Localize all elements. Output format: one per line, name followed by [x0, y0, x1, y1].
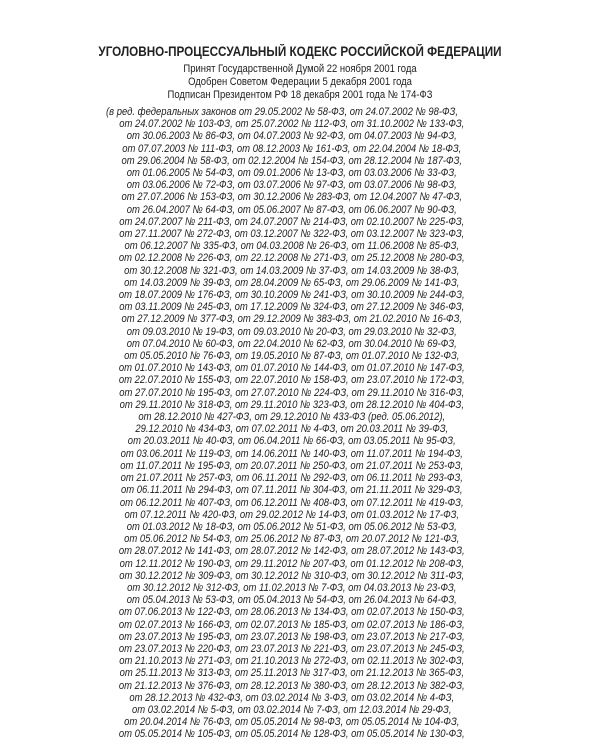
- document-title: УГОЛОВНО-ПРОЦЕССУАЛЬНЫЙ КОДЕКС РОССИЙСКОЙ ФЕДЕРАЦИИ: [98, 44, 502, 59]
- amendment-line: от 29.06.2004 № 58-ФЗ, от 02.12.2004 № 154-ФЗ, от 28.12.2004 № 187-ФЗ,: [121, 154, 463, 167]
- amendment-line: от 21.12.2013 № 376-ФЗ, от 28.12.2013 № 380-ФЗ, от 28.12.2013 № 382-ФЗ,: [118, 679, 465, 692]
- amendment-line: от 25.11.2013 № 313-ФЗ, от 25.11.2013 № 317-ФЗ, от 21.12.2013 № 365-ФЗ,: [119, 667, 464, 680]
- amendment-line: от 30.12.2012 № 309-ФЗ, от 30.12.2012 № 310-ФЗ, от 30.12.2012 № 311-ФЗ,: [119, 569, 465, 582]
- amendment-line: от 28.12.2010 № 427-ФЗ, от 29.12.2010 № 433-ФЗ (ред. 05.06.2012),: [138, 411, 446, 424]
- amendment-line: от 27.07.2006 № 153-ФЗ, от 30.12.2006 № 283-ФЗ, от 12.04.2007 № 47-ФЗ,: [121, 191, 463, 204]
- amendment-line: от 11.07.2011 № 195-ФЗ, от 20.07.2011 № 250-ФЗ, от 21.07.2011 № 253-ФЗ,: [120, 459, 464, 472]
- amendment-line: 29.12.2010 № 434-ФЗ, от 07.02.2011 № 4-ФЗ, от 20.03.2011 № 39-ФЗ,: [135, 423, 449, 436]
- amendment-line: от 03.06.2011 № 119-ФЗ, от 14.06.2011 № 140-ФЗ, от 11.07.2011 № 194-ФЗ,: [120, 447, 463, 460]
- amendment-line: от 01.03.2012 № 18-ФЗ, от 05.06.2012 № 51-ФЗ, от 05.06.2012 № 53-ФЗ,: [126, 520, 457, 533]
- amendment-line: от 09.03.2010 № 19-ФЗ, от 09.03.2010 № 20-ФЗ, от 29.03.2010 № 32-ФЗ,: [126, 325, 457, 338]
- amendment-line: от 02.07.2013 № 166-ФЗ, от 02.07.2013 № 185-ФЗ, от 02.07.2013 № 186-ФЗ,: [118, 618, 465, 631]
- amendment-line: от 24.07.2007 № 211-ФЗ, от 24.07.2007 № 214-ФЗ, от 02.10.2007 № 225-ФЗ,: [119, 215, 465, 228]
- amendment-line: от 27.11.2007 № 272-ФЗ, от 03.12.2007 № 322-ФЗ, от 03.12.2007 № 323-ФЗ,: [119, 228, 465, 241]
- amendment-line: от 23.07.2013 № 220-ФЗ, от 23.07.2013 № 221-ФЗ, от 23.07.2013 № 245-ФЗ,: [118, 642, 465, 655]
- amendment-line: от 07.06.2013 № 122-ФЗ, от 28.06.2013 № 134-ФЗ, от 02.07.2013 № 150-ФЗ,: [118, 606, 465, 619]
- amendment-line: от 06.12.2007 № 335-ФЗ, от 04.03.2008 № 26-ФЗ, от 11.06.2008 № 85-ФЗ,: [124, 240, 460, 253]
- amendment-line: от 30.06.2003 № 86-ФЗ, от 04.07.2003 № 92-ФЗ, от 04.07.2003 № 94-ФЗ,: [126, 130, 457, 143]
- amendment-line: от 01.07.2010 № 143-ФЗ, от 01.07.2010 № 144-ФЗ, от 01.07.2010 № 147-ФЗ,: [118, 362, 465, 375]
- amendment-line: от 07.04.2010 № 60-ФЗ, от 22.04.2010 № 62-ФЗ, от 30.04.2010 № 69-ФЗ,: [126, 337, 457, 350]
- amendment-line: от 21.10.2013 № 271-ФЗ, от 21.10.2013 № 272-ФЗ, от 02.11.2013 № 302-ФЗ,: [119, 655, 465, 668]
- amendment-line: от 01.06.2005 № 54-ФЗ, от 09.01.2006 № 13-ФЗ, от 03.03.2006 № 33-ФЗ,: [126, 167, 457, 180]
- amendment-line: от 20.04.2014 № 76-ФЗ, от 05.05.2014 № 98-ФЗ, от 05.05.2014 № 104-ФЗ,: [124, 716, 460, 729]
- approved-line: Одобрен Советом Федерации 5 декабря 2001 года: [188, 76, 412, 88]
- amendment-line: от 21.07.2011 № 257-ФЗ, от 06.11.2011 № 292-ФЗ, от 06.11.2011 № 293-ФЗ,: [120, 472, 463, 485]
- amendment-line: от 03.02.2014 № 5-ФЗ, от 03.02.2014 № 7-ФЗ, от 12.03.2014 № 29-ФЗ,: [132, 703, 452, 716]
- adopted-line: Принят Государственной Думой 22 ноября 2001 года: [183, 63, 417, 75]
- amendment-line: от 06.12.2011 № 407-ФЗ, от 06.12.2011 № 408-ФЗ, от 07.12.2011 № 419-ФЗ,: [119, 496, 464, 509]
- amendment-line: от 20.03.2011 № 40-ФЗ, от 06.04.2011 № 66-ФЗ, от 03.05.2011 № 95-ФЗ,: [127, 435, 456, 448]
- amendment-line: от 06.11.2011 № 294-ФЗ, от 07.11.2011 № 304-ФЗ, от 21.11.2011 № 329-ФЗ,: [120, 484, 463, 497]
- amendment-line: (в ред. федеральных законов от 29.05.2002 № 58-ФЗ, от 24.07.2002 № 98-ФЗ,: [106, 106, 458, 118]
- amendment-line: от 05.05.2014 № 105-ФЗ, от 05.05.2014 № 128-ФЗ, от 05.05.2014 № 130-ФЗ,: [118, 728, 465, 741]
- amendment-line: от 05.04.2013 № 53-ФЗ, от 05.04.2013 № 54-ФЗ, от 26.04.2013 № 64-ФЗ,: [126, 594, 457, 607]
- amendment-line: от 03.06.2006 № 72-ФЗ, от 03.07.2006 № 97-ФЗ, от 03.07.2006 № 98-ФЗ,: [126, 179, 457, 192]
- amendment-line: от 30.12.2012 № 312-ФЗ, от 11.02.2013 № 7-ФЗ, от 04.03.2013 № 23-ФЗ,: [127, 581, 457, 594]
- amendment-line: от 12.11.2012 № 190-ФЗ, от 29.11.2012 № 207-ФЗ, от 01.12.2012 № 208-ФЗ,: [119, 557, 464, 570]
- amendment-line: от 22.07.2010 № 155-ФЗ, от 22.07.2010 № 158-ФЗ, от 23.07.2010 № 172-ФЗ,: [118, 374, 465, 387]
- amendment-line: от 18.07.2009 № 176-ФЗ, от 30.10.2009 № 241-ФЗ, от 30.10.2009 № 244-ФЗ,: [118, 289, 465, 302]
- amendment-line: от 28.07.2012 № 141-ФЗ, от 28.07.2012 № 142-ФЗ, от 28.07.2012 № 143-ФЗ,: [118, 545, 465, 558]
- amendment-line: от 07.07.2003 № 111-ФЗ, от 08.12.2003 № 161-ФЗ, от 22.04.2004 № 18-ФЗ,: [122, 142, 462, 155]
- amendment-line: от 30.12.2008 № 321-ФЗ, от 14.03.2009 № 37-ФЗ, от 14.03.2009 № 38-ФЗ,: [124, 264, 460, 277]
- amendment-line: от 27.12.2009 № 377-ФЗ, от 29.12.2009 № 383-ФЗ, от 21.02.2010 № 16-ФЗ,: [121, 313, 463, 326]
- document-header: [0, 0, 600, 102]
- amendment-line: от 29.11.2010 № 318-ФЗ, от 29.11.2010 № 323-ФЗ, от 28.12.2010 № 404-ФЗ,: [119, 398, 464, 411]
- amendment-line: от 05.05.2010 № 76-ФЗ, от 19.05.2010 № 87-ФЗ, от 01.07.2010 № 132-ФЗ,: [124, 350, 460, 363]
- amendment-line: от 27.07.2010 № 195-ФЗ, от 27.07.2010 № 224-ФЗ, от 29.11.2010 № 316-ФЗ,: [119, 386, 465, 399]
- amendment-line: от 23.07.2013 № 195-ФЗ, от 23.07.2013 № 198-ФЗ, от 23.07.2013 № 217-ФЗ,: [118, 630, 465, 643]
- amendment-line: от 14.03.2009 № 39-ФЗ, от 28.04.2009 № 65-ФЗ, от 29.06.2009 № 141-ФЗ,: [124, 276, 460, 289]
- signed-line: Подписан Президентом РФ 18 декабря 2001 года № 174-ФЗ: [167, 89, 433, 101]
- amendment-line: от 07.12.2011 № 420-ФЗ, от 29.02.2012 № 14-ФЗ, от 01.03.2012 № 17-ФЗ,: [124, 508, 460, 521]
- amendment-line: от 02.12.2008 № 226-ФЗ, от 22.12.2008 № 271-ФЗ, от 25.12.2008 № 280-ФЗ,: [118, 252, 465, 265]
- amendment-line: от 28.12.2013 № 432-ФЗ, от 03.02.2014 № 3-ФЗ, от 03.02.2014 № 4-ФЗ,: [129, 691, 455, 704]
- amendment-line: от 24.07.2002 № 103-ФЗ, от 25.07.2002 № 112-ФЗ, от 31.10.2002 № 133-ФЗ,: [119, 118, 465, 131]
- amendment-line: от 03.11.2009 № 245-ФЗ, от 17.12.2009 № 324-ФЗ, от 27.12.2009 № 346-ФЗ,: [119, 301, 465, 314]
- amendment-line: от 05.06.2012 № 54-ФЗ, от 25.06.2012 № 87-ФЗ, от 20.07.2012 № 121-ФЗ,: [124, 533, 460, 546]
- amendment-line: от 26.04.2007 № 64-ФЗ, от 05.06.2007 № 87-ФЗ, от 06.06.2007 № 90-ФЗ,: [126, 203, 457, 216]
- amendments-block: [0, 106, 506, 741]
